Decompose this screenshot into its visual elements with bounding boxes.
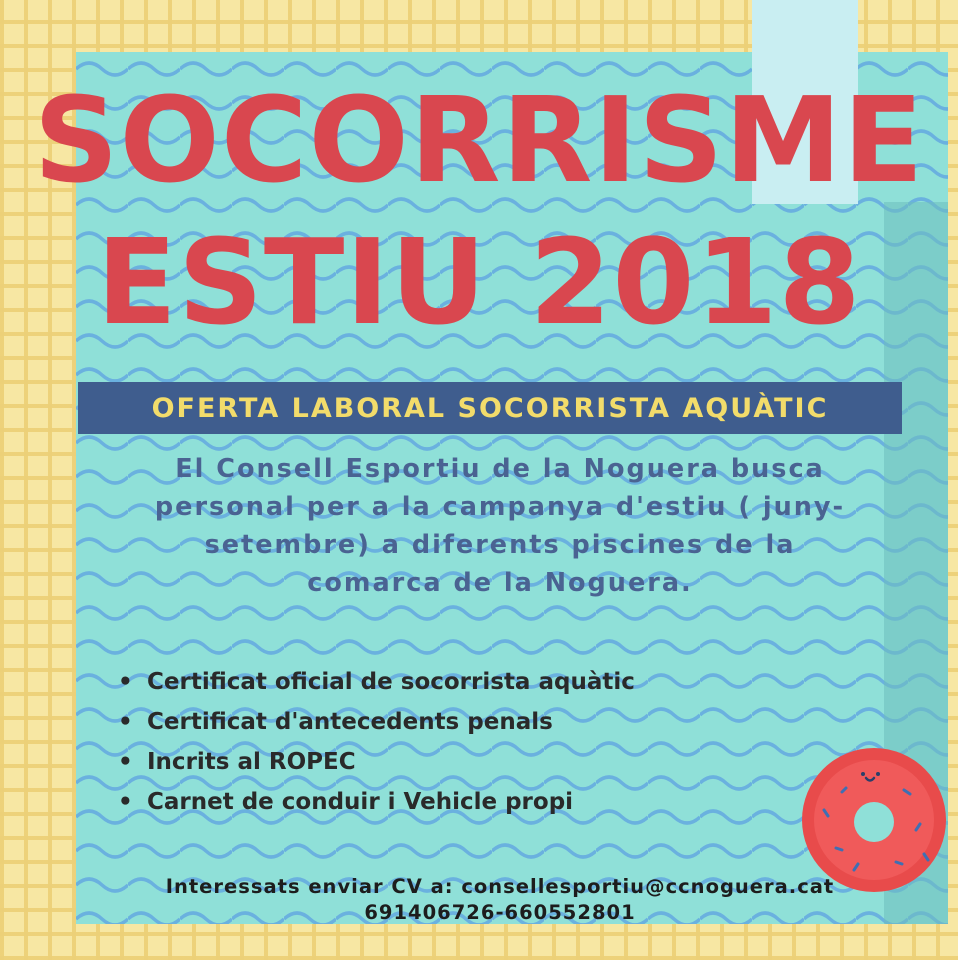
contact-phone-line: 691406726-660552801 (364, 901, 636, 924)
requirement-item: • Incrits al ROPEC (112, 742, 635, 782)
requirement-item: • Carnet de conduir i Vehicle propi (112, 782, 635, 822)
intro-paragraph (120, 450, 880, 602)
requirement-item: • Certificat d'antecedents penals (112, 702, 635, 742)
title-line-2: ESTIU 2018 (96, 213, 862, 351)
contact-email-line: Interessats enviar CV a: consellesportiu@ccnoguera.cat (165, 875, 835, 898)
job-offer-banner: OFERTA LABORAL SOCORRISTA AQUÀTIC (78, 382, 902, 434)
requirements-list (112, 662, 635, 822)
intro-line: personal per a la campanya d'estiu ( juny- (154, 492, 846, 522)
intro-line: El Consell Esportiu de la Noguera busca (175, 454, 825, 484)
title-line-1: SOCORRISME (33, 71, 925, 209)
intro-line: setembre) a diferents piscines de la (204, 530, 796, 560)
intro-line: comarca de la Noguera. (307, 568, 693, 598)
requirement-item: • Certificat oficial de socorrista aquàtic (112, 662, 635, 702)
